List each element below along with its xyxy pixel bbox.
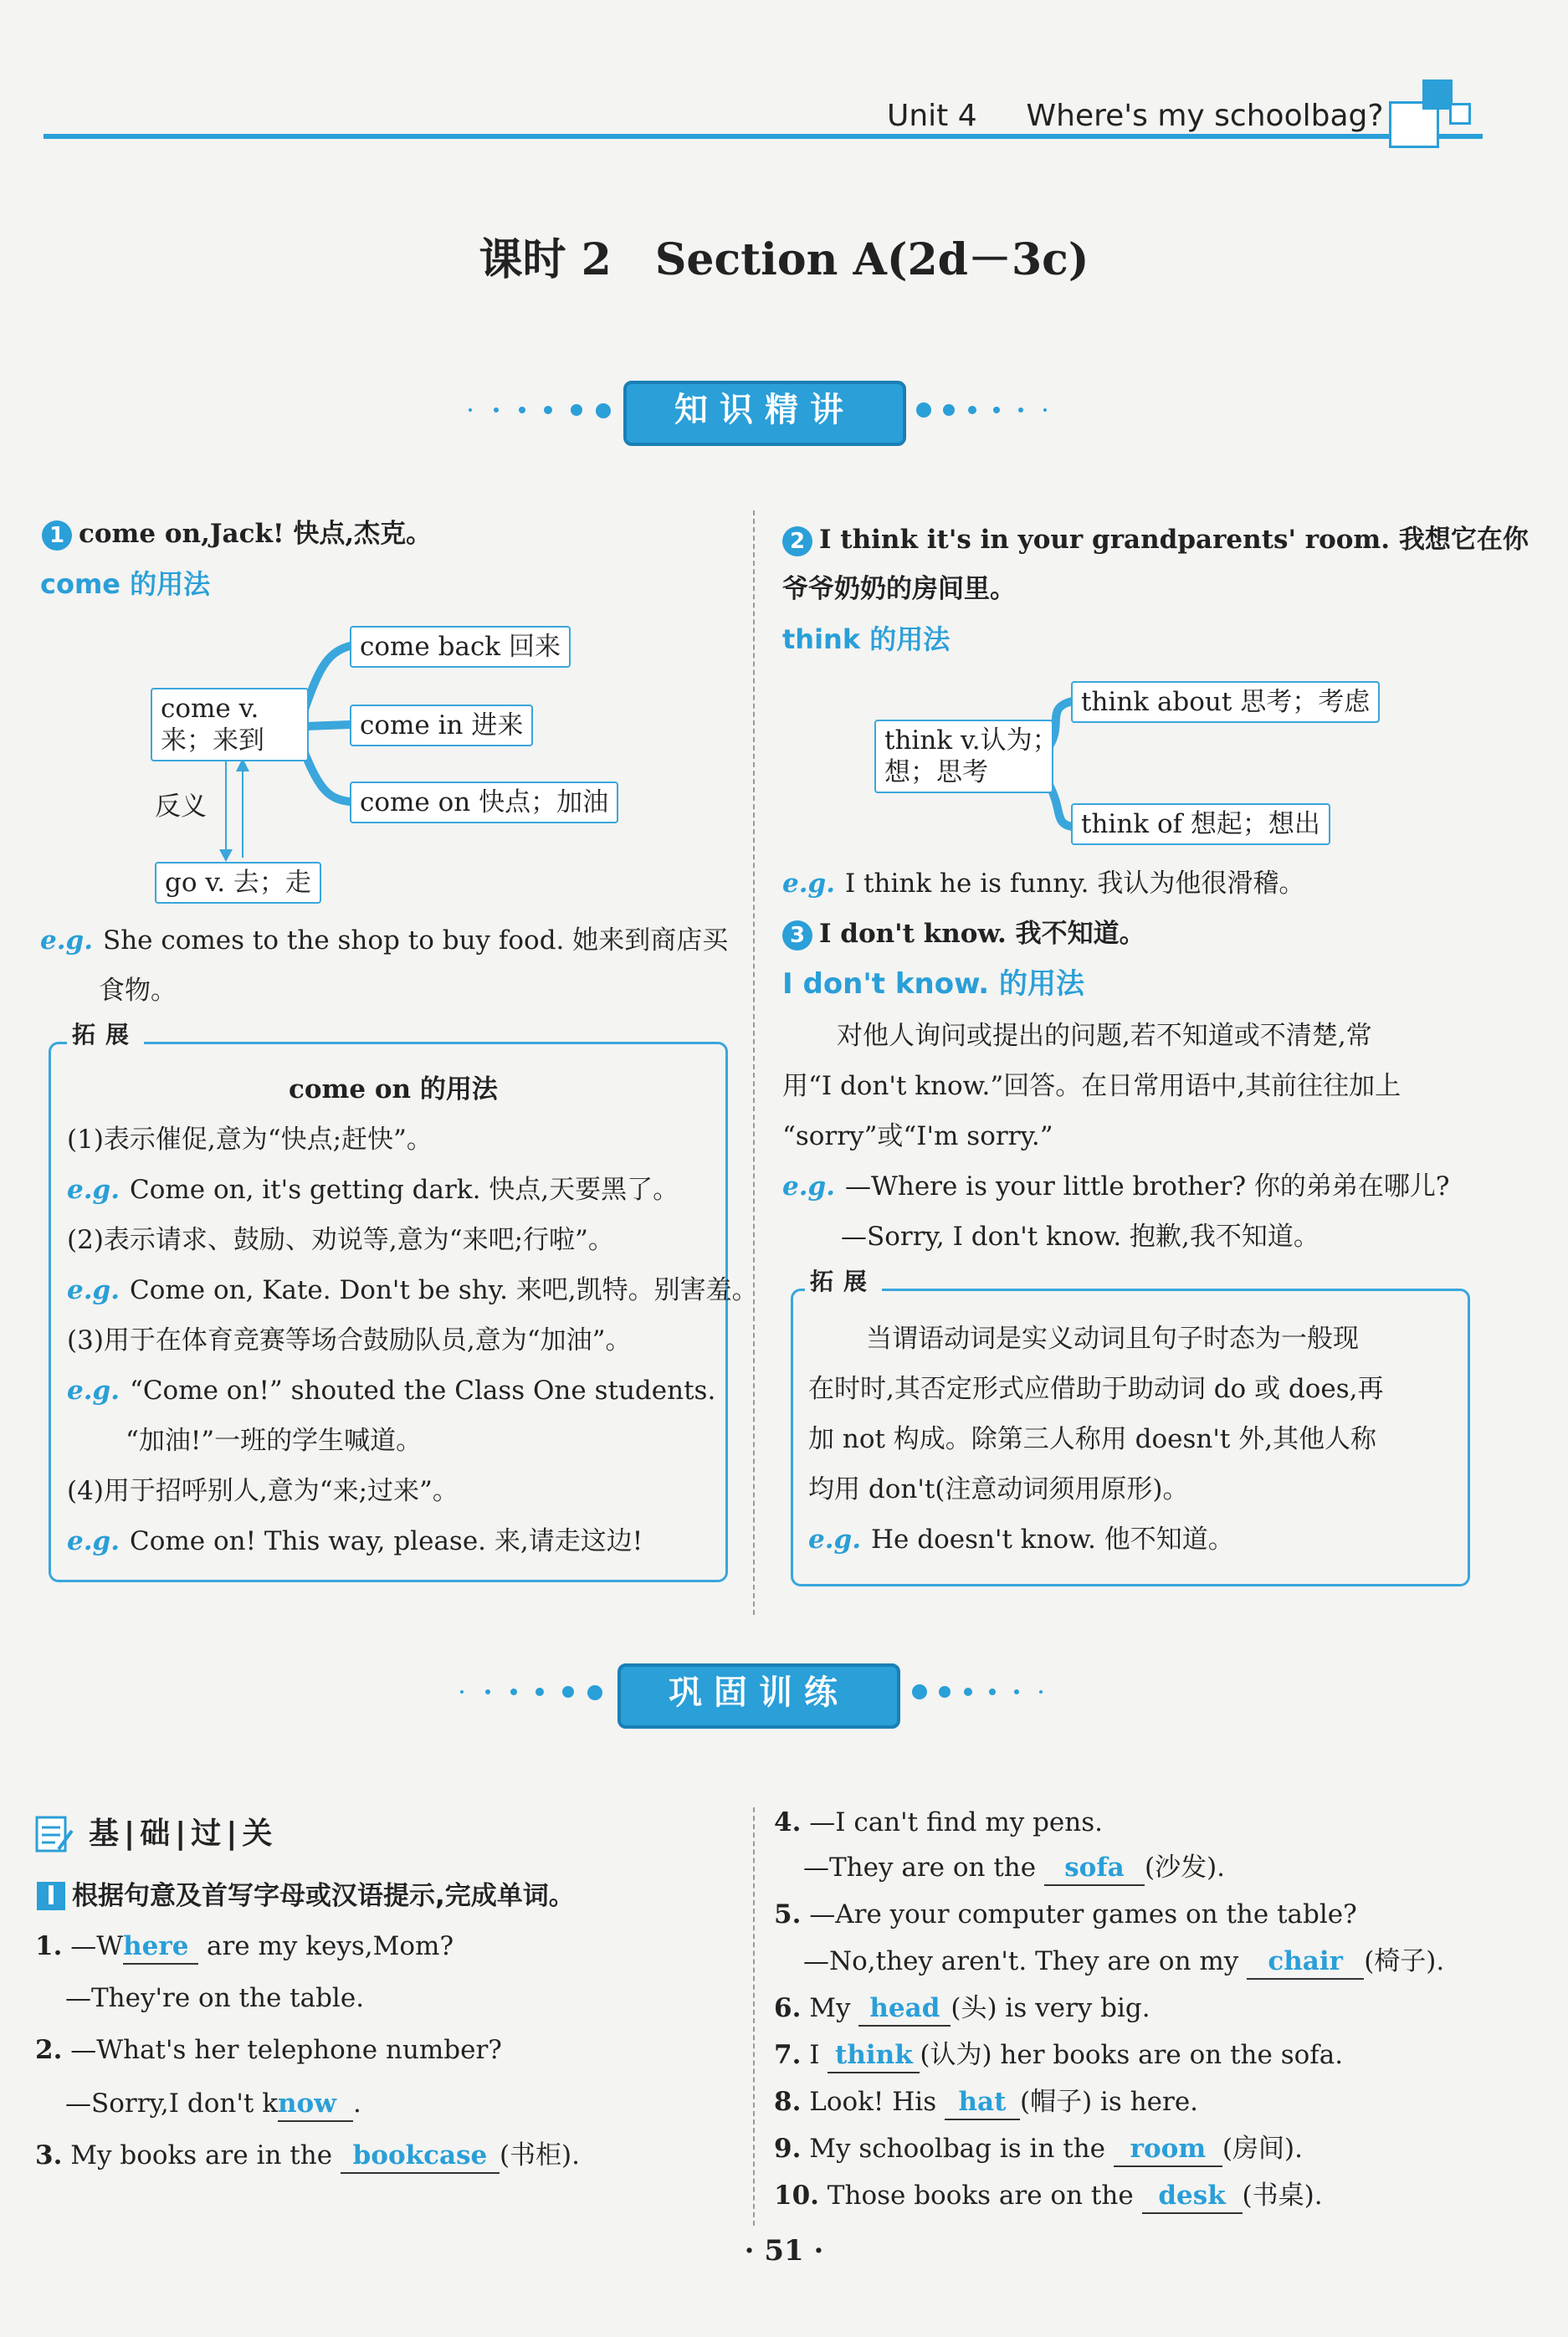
think-mindmap-lines (0, 0, 1568, 920)
ext-e2: e.g. Come on, Kate. Don't be shy. 来吧,凯特。别害羞。 (67, 1275, 758, 1305)
ext-l1: (1)表示催促,意为“快点;赶快”。 (67, 1125, 433, 1155)
think-center-node: think v.认为； 想；思考 (874, 720, 1053, 793)
usage2-title: think 的用法 (782, 623, 951, 655)
eg2: e.g. I think he is funny. 我认为他很滑稽。 (782, 869, 1305, 899)
ext-l3: (3)用于在体育竞赛等场合鼓励队员,意为“加油”。 (67, 1325, 632, 1356)
ext-e1: e.g. Come on, it's getting dark. 快点,天要黑了。 (67, 1175, 679, 1205)
q6: 6. My head (头) is very big. (774, 1991, 1150, 2027)
q3-answer[interactable]: bookcase (341, 2139, 500, 2174)
extension-label-left: 拓展 (67, 1017, 144, 1050)
point1-title: come on,Jack! 快点,杰克。 (79, 519, 433, 549)
come-back-node: come back 回来 (350, 626, 571, 668)
come-in-node: come in 进来 (350, 705, 533, 746)
q5a: 5. —Are your computer games on the table? (774, 1899, 1357, 1930)
opposite-label: 反义 (155, 792, 207, 822)
q4a: 4. —I can't find my pens. (774, 1807, 1103, 1837)
come-center-line2: 来；来到 (161, 725, 264, 756)
think-about-node: think about 思考；考虑 (1071, 681, 1380, 723)
q7: 7. I think (认为) her books are on the sofa. (774, 2038, 1343, 2073)
q4b: —They are on the sofa (沙发). (803, 1851, 1225, 1886)
eg3a: e.g. —Where is your little brother? 你的弟弟在哪儿? (782, 1171, 1450, 1202)
q2a: 2. —What's her telephone number? (35, 2035, 502, 2065)
practice-divider (753, 1807, 755, 2226)
page-number: · 51 · (744, 2234, 824, 2268)
q2b-answer[interactable]: now (278, 2087, 353, 2122)
extension-label-right: 拓展 (805, 1263, 882, 1297)
q2b: —Sorry,I don't know . (65, 2087, 361, 2122)
point2-heading: 2 I think it's in your grandparents' room. 我想它在你 (782, 523, 1529, 556)
come-center-line1: come v. (161, 694, 259, 724)
q4b-answer[interactable]: sofa (1044, 1851, 1145, 1886)
q9: 9. My schoolbag is in the room (房间). (774, 2132, 1303, 2167)
rext-l3: 加 not 构成。除第三人称用 doesn't 外,其他人称 (808, 1424, 1377, 1454)
eg1-line2: 食物。 (99, 976, 177, 1006)
usage3-title: I don't know. 的用法 (782, 967, 1085, 1001)
ext-e3b: “加油!”一班的学生喊道。 (126, 1426, 423, 1456)
usage1-title: come 的用法 (40, 568, 211, 600)
q3: 3. My books are in the bookcase (书柜). (35, 2139, 580, 2174)
q1b: —They're on the table. (65, 1983, 365, 2013)
q5b-answer[interactable]: chair (1247, 1945, 1364, 1980)
rext-l4: 均用 don't(注意动词须用原形)。 (808, 1474, 1189, 1504)
go-node: go v. 去；走 (155, 862, 321, 904)
q5b: —No,they aren't. They are on my chair (椅子). (803, 1945, 1444, 1980)
q1a-answer[interactable]: here (123, 1930, 198, 1965)
ext-title: come on 的用法 (289, 1074, 498, 1104)
unit-label: Unit 4 (887, 99, 977, 133)
banner2-dots-right (912, 1684, 1079, 1700)
banner-knowledge: 知识精讲 (623, 381, 906, 446)
para-l3: “sorry”或“I'm sorry.” (782, 1121, 1053, 1151)
unit-title: Where's my schoolbag? (1026, 99, 1384, 133)
ext-e4: e.g. Come on! This way, please. 来,请走这边! (67, 1526, 643, 1556)
rext-eg: e.g. He doesn't know. 他不知道。 (808, 1525, 1234, 1555)
q9-answer[interactable]: room (1114, 2132, 1222, 2167)
point1-number: 1 (42, 520, 72, 551)
eg3b: —Sorry, I don't know. 抱歉,我不知道。 (841, 1222, 1319, 1252)
point2-heading-line2: 爷爷奶奶的房间里。 (782, 574, 1016, 604)
think-of-node: think of 想起；想出 (1071, 803, 1330, 845)
q7-answer[interactable]: think (828, 2038, 920, 2073)
q10: 10. Those books are on the desk (书桌). (774, 2179, 1323, 2214)
rext-l1: 当谓语动词是实义动词且句子时态为一般现 (866, 1324, 1359, 1354)
q1a: 1. —Where are my keys,Mom? (35, 1930, 453, 1965)
q10-answer[interactable]: desk (1142, 2179, 1243, 2214)
q8-answer[interactable]: hat (945, 2085, 1020, 2120)
para-l1: 对他人询问或提出的问题,若不知道或不清楚,常 (837, 1021, 1372, 1051)
practice-section-title: 基|础|过|关 (89, 1817, 278, 1851)
banner-practice: 巩固训练 (617, 1663, 900, 1729)
eg1-line1: e.g. She comes to the shop to buy food. 她来到商店买 (40, 925, 729, 956)
q6-answer[interactable]: head (858, 1991, 951, 2027)
para-l2: 用“I don't know.”回答。在日常用语中,其前往往加上 (782, 1071, 1401, 1101)
q8: 8. Look! His hat (帽子) is here. (774, 2085, 1198, 2120)
point3-heading: 3 I don't know. 我不知道。 (782, 917, 1145, 951)
banner2-dots-left (460, 1684, 602, 1700)
practice-instruction: Ⅰ 根据句意及首写字母或汉语提示,完成单词。 (37, 1879, 575, 1913)
rext-l2: 在时时,其否定形式应借助于助动词 do 或 does,再 (808, 1374, 1384, 1404)
ext-e3a: e.g. “Come on!” shouted the Class One students. (67, 1376, 716, 1406)
come-on-node: come on 快点；加油 (350, 782, 618, 823)
ext-l2: (2)表示请求、鼓励、劝说等,意为“来吧;行啦”。 (67, 1225, 614, 1255)
lesson-title: 课时 2 Section A(2d－3c) (479, 234, 1089, 285)
notebook-icon (33, 1814, 74, 1854)
ext-l4: (4)用于招呼别人,意为“来;过来”。 (67, 1476, 459, 1506)
